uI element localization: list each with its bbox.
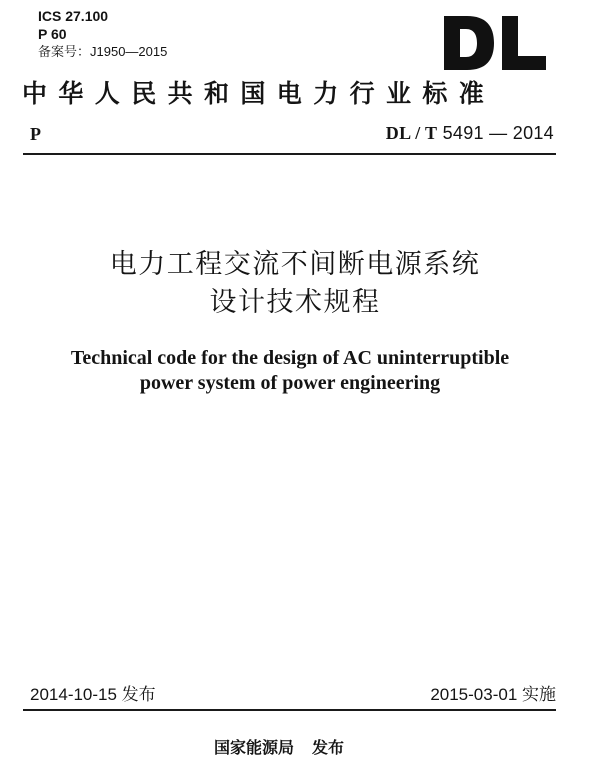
implementation-date: 2015-03-01 实施	[430, 685, 556, 704]
title-cn-line2: 设计技术规程	[209, 287, 381, 318]
issuer-name: 国家能源局	[214, 738, 295, 757]
organization-title: 中华人民共和国电力行业标准	[22, 79, 496, 108]
standard-code: DL / T	[385, 123, 438, 143]
issuer	[214, 735, 344, 758]
standard-year-number: 5491 — 2014	[442, 123, 554, 143]
ics-code: ICS 27.100	[38, 8, 109, 24]
dl-logo	[442, 14, 548, 72]
ccs-code: P 60	[38, 26, 67, 42]
title-en-line2: power system of power engineering	[139, 372, 441, 394]
category-letter: P	[30, 124, 41, 144]
title-en-line1: Technical code for the design of AC uninterruptible	[70, 347, 510, 369]
title-cn-line1: 电力工程交流不间断电源系统	[109, 249, 481, 280]
issuer-verb: 发布	[312, 738, 345, 757]
standard-number	[386, 123, 554, 144]
footer-rule	[23, 709, 556, 711]
header-rule	[23, 153, 556, 155]
record-number: 备案号：J1950—2015	[38, 44, 168, 59]
issue-date: 2014-10-15 发布	[30, 685, 156, 704]
